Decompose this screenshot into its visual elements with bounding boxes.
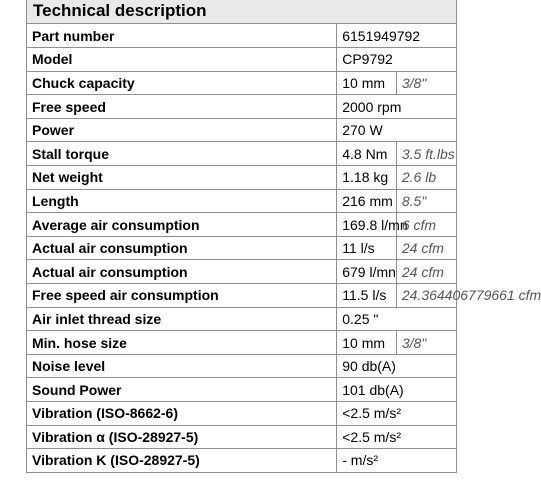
spec-value-imperial: 24 cfm xyxy=(396,236,456,260)
spec-value-metric: 101 db(A) xyxy=(337,378,456,402)
spec-value-imperial: 3.5 ft.lbs xyxy=(396,142,456,166)
spec-label: Power xyxy=(27,118,337,142)
spec-value-metric: 216 mm xyxy=(337,189,397,213)
spec-label: Length xyxy=(27,189,337,213)
spec-row xyxy=(27,213,456,237)
panel-title: Technical description xyxy=(27,0,456,24)
spec-label: Chuck capacity xyxy=(27,71,337,95)
spec-label: Min. hose size xyxy=(27,331,337,355)
spec-label: Actual air consumption xyxy=(27,236,337,260)
spec-row xyxy=(27,48,456,72)
spec-table-body xyxy=(27,24,541,472)
spec-label: Average air consumption xyxy=(27,213,337,237)
spec-table xyxy=(27,24,541,473)
spec-row xyxy=(27,24,456,48)
spec-value-metric: 270 W xyxy=(337,118,456,142)
spec-value-metric: 4.8 Nm xyxy=(337,142,397,166)
spec-row xyxy=(27,284,456,308)
spec-value-metric: 6151949792 xyxy=(337,24,456,48)
spec-label: Model xyxy=(27,48,337,72)
spec-row xyxy=(27,166,456,190)
spec-value-metric: 11.5 l/s xyxy=(337,284,397,308)
spec-row xyxy=(27,260,456,284)
spec-value-imperial: 3/8" xyxy=(396,71,456,95)
spec-row xyxy=(27,354,456,378)
spec-value-metric: 679 l/mn xyxy=(337,260,397,284)
spec-value-imperial: 6 cfm xyxy=(396,213,456,237)
spec-label: Part number xyxy=(27,24,337,48)
spec-value-imperial: 2.6 lb xyxy=(396,166,456,190)
spec-value-metric: <2.5 m/s² xyxy=(337,402,456,426)
spec-row xyxy=(27,189,456,213)
spec-label: Noise level xyxy=(27,354,337,378)
spec-row xyxy=(27,95,456,119)
spec-row xyxy=(27,449,456,473)
spec-value-metric: 90 db(A) xyxy=(337,354,456,378)
spec-row xyxy=(27,378,456,402)
spec-value-metric: 11 l/s xyxy=(337,236,397,260)
spec-value-imperial: 8.5" xyxy=(396,189,456,213)
spec-label: Actual air consumption xyxy=(27,260,337,284)
spec-label: Vibration (ISO-8662-6) xyxy=(27,402,337,426)
spec-row xyxy=(27,118,456,142)
spec-label: Stall torque xyxy=(27,142,337,166)
spec-label: Sound Power xyxy=(27,378,337,402)
spec-value-metric: 1.18 kg xyxy=(337,166,397,190)
spec-label: Free speed air consumption xyxy=(27,284,337,308)
spec-value-metric: 10 mm xyxy=(337,331,397,355)
spec-value-imperial: 24.364406779661 cfm xyxy=(396,284,456,308)
spec-row xyxy=(27,142,456,166)
spec-row xyxy=(27,236,456,260)
spec-value-metric: CP9792 xyxy=(337,48,456,72)
spec-label: Air inlet thread size xyxy=(27,307,337,331)
spec-row xyxy=(27,307,456,331)
spec-value-imperial: 24 cfm xyxy=(396,260,456,284)
spec-label: Net weight xyxy=(27,166,337,190)
spec-value-metric: <2.5 m/s² xyxy=(337,425,456,449)
spec-label: Vibration α (ISO-28927-5) xyxy=(27,425,337,449)
spec-value-metric: - m/s² xyxy=(337,449,456,473)
spec-row xyxy=(27,71,456,95)
spec-value-metric: 0.25 " xyxy=(337,307,456,331)
spec-label: Free speed xyxy=(27,95,337,119)
spec-value-metric: 10 mm xyxy=(337,71,397,95)
technical-description-panel xyxy=(26,0,541,473)
spec-row xyxy=(27,331,456,355)
spec-row xyxy=(27,402,456,426)
spec-value-imperial: 3/8" xyxy=(396,331,456,355)
spec-label: Vibration K (ISO-28927-5) xyxy=(27,449,337,473)
spec-row xyxy=(27,425,456,449)
spec-value-metric: 169.8 l/mn xyxy=(337,213,397,237)
spec-value-metric: 2000 rpm xyxy=(337,95,456,119)
